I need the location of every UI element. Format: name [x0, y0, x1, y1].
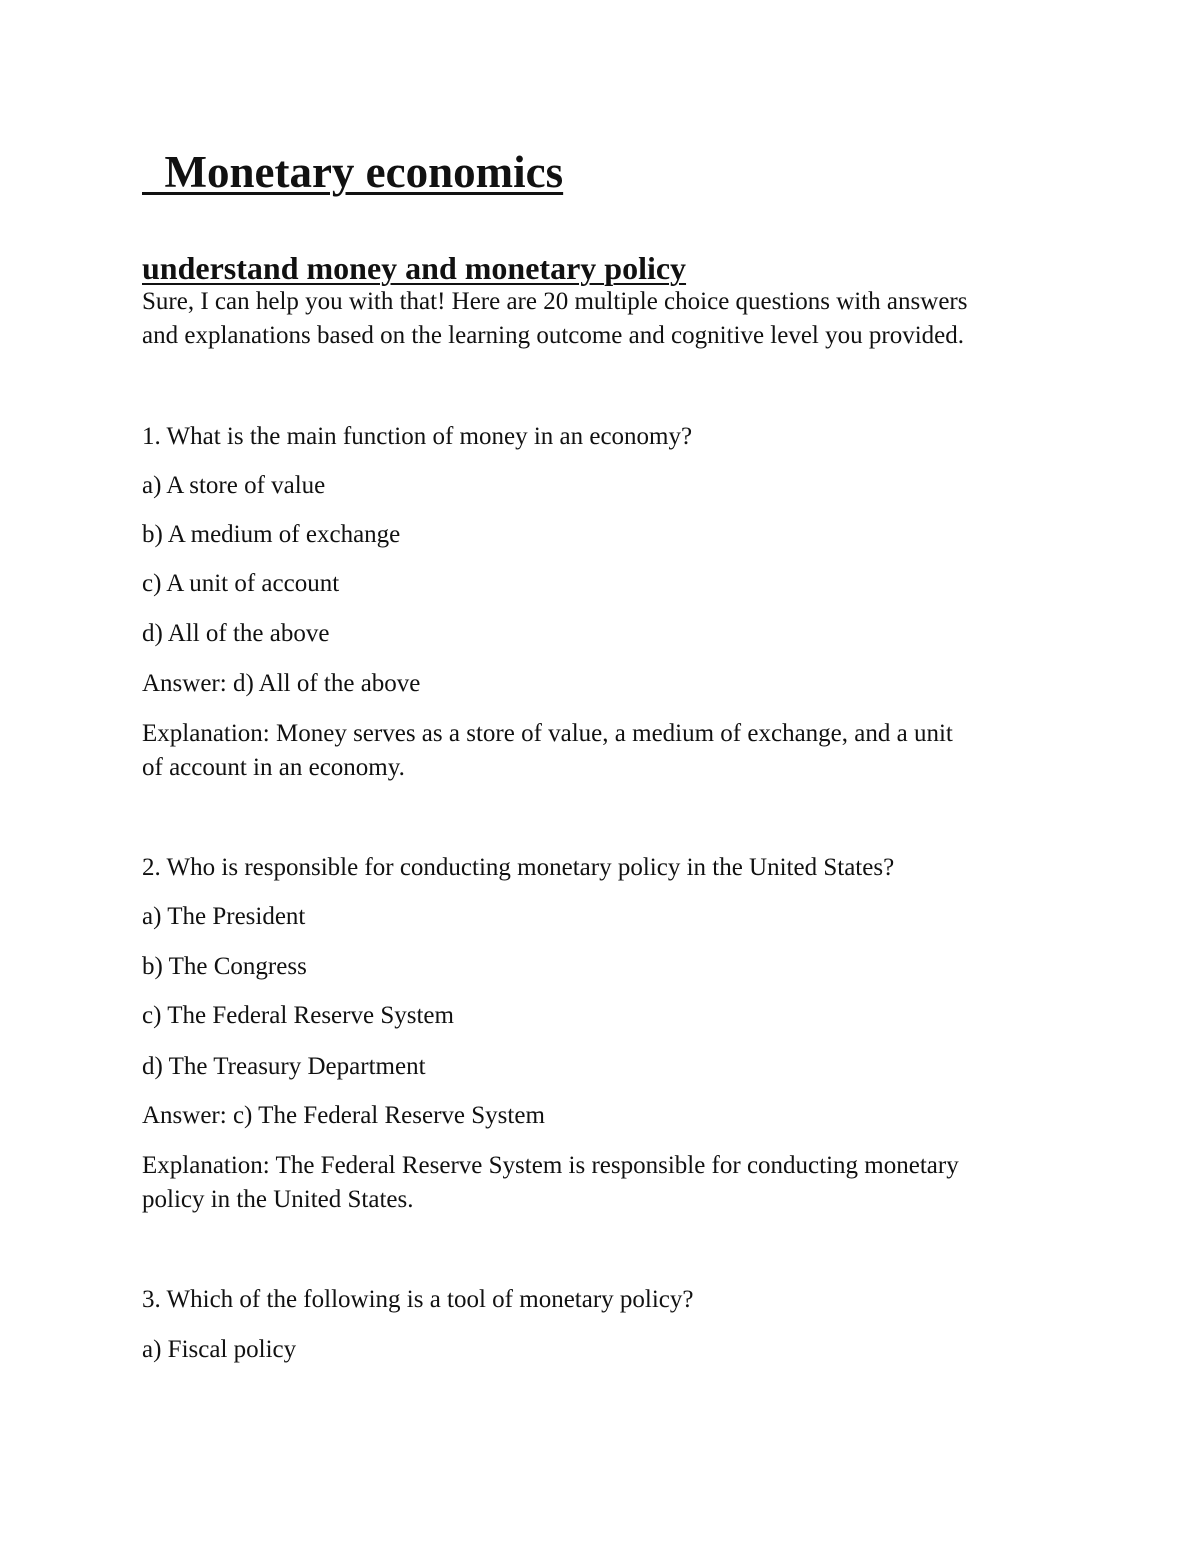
intro-line-2: and explanations based on the learning outcome and cognitive level you provided.	[142, 322, 964, 349]
question-3-text: 3. Which of the following is a tool of monetary policy?	[142, 1286, 694, 1313]
question-3-option-a: a) Fiscal policy	[142, 1336, 297, 1363]
question-2-text: 2. Who is responsible for conducting monetary policy in the United States?	[142, 854, 895, 881]
question-2-answer: Answer: c) The Federal Reserve System	[142, 1102, 545, 1129]
question-2-option-b: b) The Congress	[142, 953, 307, 980]
question-1-option-c: c) A unit of account	[142, 570, 340, 597]
question-2-explanation-line-1: Explanation: The Federal Reserve System is responsible for conducting monetary	[142, 1152, 959, 1179]
section-heading: understand money and monetary policy	[142, 250, 687, 286]
question-2-explanation-line-2: policy in the United States.	[142, 1186, 414, 1213]
question-2-option-a: a) The President	[142, 903, 306, 930]
question-1-text: 1. What is the main function of money in an economy?	[142, 423, 693, 450]
question-1-answer: Answer: d) All of the above	[142, 670, 421, 697]
question-1-option-b: b) A medium of exchange	[142, 521, 401, 548]
question-1-option-d: d) All of the above	[142, 620, 330, 647]
document-title: Monetary economics	[142, 147, 564, 197]
intro-line-1: Sure, I can help you with that! Here are 20 multiple choice questions with answers	[142, 288, 968, 315]
question-1-explanation-line-1: Explanation: Money serves as a store of value, a medium of exchange, and a unit	[142, 720, 953, 747]
question-2-option-d: d) The Treasury Department	[142, 1053, 426, 1080]
question-2-option-c: c) The Federal Reserve System	[142, 1002, 454, 1029]
question-1-option-a: a) A store of value	[142, 472, 326, 499]
question-1-explanation-line-2: of account in an economy.	[142, 754, 405, 781]
